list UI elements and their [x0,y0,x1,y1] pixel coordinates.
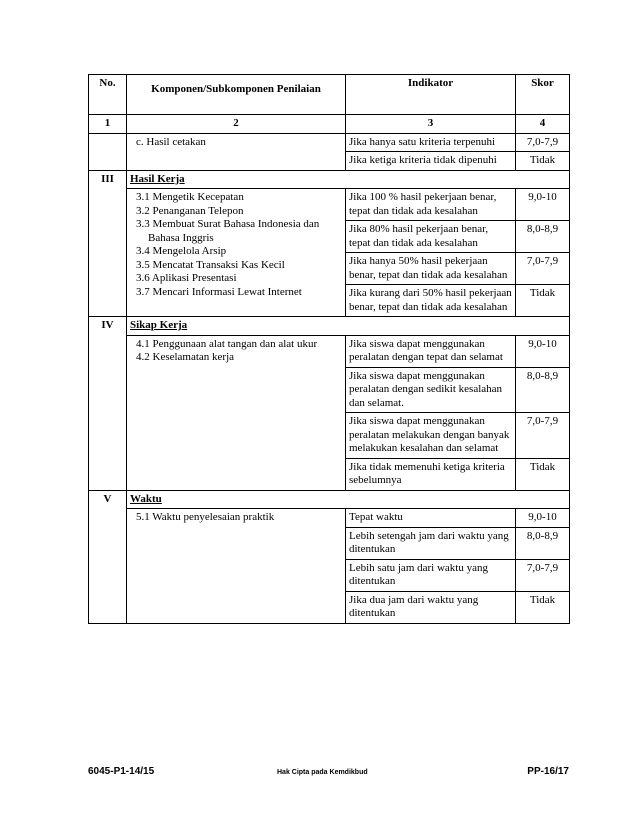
komponen-cell [127,189,346,317]
komponen-item: 3.1 Mengetik Kecepatan [136,191,244,203]
skor-cell: 7,0-7,9 [516,133,570,152]
indikator-cell: Jika ketiga kriteria tidak dipenuhi [346,152,516,171]
komponen-item: 3.6 Aplikasi Presentasi [136,272,237,284]
section-title: Waktu [127,490,570,509]
header-row [89,75,570,115]
komponen-item: 3.5 Mencatat Transaksi Kas Kecil [136,258,285,271]
indikator-cell: Jika kurang dari 50% hasil pekerjaan benar, tepat dan tidak ada kesalahan [346,285,516,317]
table-row [89,509,570,528]
komponen-item: 4.2 Keselamatan kerja [136,351,235,363]
skor-cell: 7,0-7,9 [516,559,570,591]
komponen-item: 3.3 Membuat Surat Bahasa Indonesia dan Bahasa Inggris [136,218,320,244]
skor-cell: 7,0-7,9 [516,253,570,285]
section-title: Hasil Kerja [127,170,570,189]
komponen-item: 3.2 Penanganan Telepon [136,204,244,217]
header-skor: Skor [516,75,570,115]
header-komponen: Komponen/Subkomponen Penilaian [127,75,346,115]
skor-cell: 7,0-7,9 [516,413,570,459]
indikator-cell: Jika 100 % hasil pekerjaan benar, tepat dan tidak ada kesalahan [346,189,516,221]
section-title-row [89,317,570,336]
table-row [89,189,570,221]
header-indikator: Indikator [346,75,516,115]
section-title-row [89,490,570,509]
indikator-cell: Jika hanya 50% hasil pekerjaan benar, tepat dan tidak ada kesalahan [346,253,516,285]
komponen-cell [127,133,346,170]
skor-cell: 8,0-8,9 [516,367,570,413]
komponen-item: c. Hasil cetakan [136,135,206,148]
section-title: Sikap Kerja [127,317,570,336]
komponen-item: 5.1 Waktu penyelesaian praktik [136,511,275,523]
skor-cell: Tidak [516,591,570,623]
skor-cell: Tidak [516,458,570,490]
colnum-2: 2 [127,115,346,134]
indikator-cell: Jika tidak memenuhi ketiga kriteria sebelumnya [346,458,516,490]
skor-cell: 9,0-10 [516,509,570,528]
column-number-row [89,115,570,134]
colnum-3: 3 [346,115,516,134]
footer-page-number: PP-16/17 [527,766,569,777]
indikator-cell: Jika siswa dapat menggunakan peralatan dengan tepat dan selamat [346,335,516,367]
komponen-item: 3.4 Mengelola Arsip [136,245,227,257]
indikator-cell: Lebih setengah jam dari waktu yang ditentukan [346,527,516,559]
skor-cell: 9,0-10 [516,189,570,221]
section-number: V [89,490,127,623]
komponen-cell [127,509,346,624]
indikator-cell: Jika siswa dapat menggunakan peralatan dengan sedikit kesalahan dan selamat. [346,367,516,413]
section-title-row [89,170,570,189]
section-number: III [89,170,127,317]
skor-cell: Tidak [516,152,570,171]
colnum-1: 1 [89,115,127,134]
table-row [89,335,570,367]
indikator-cell: Jika 80% hasil pekerjaan benar, tepat dan tidak ada kesalahan [346,221,516,253]
no-cell [89,133,127,170]
assessment-table [88,74,570,624]
indikator-cell: Jika dua jam dari waktu yang ditentukan [346,591,516,623]
komponen-item: 4.1 Penggunaan alat tangan dan alat ukur [136,337,318,350]
footer-code: 6045-P1-14/15 [88,766,155,777]
komponen-cell [127,335,346,490]
komponen-item: 3.7 Mencari Informasi Lewat Internet [136,285,302,298]
table-row [89,133,570,152]
colnum-4: 4 [516,115,570,134]
indikator-cell: Jika siswa dapat menggunakan peralatan melakukan dengan banyak melakukan kesalahan dan selamat [346,413,516,459]
skor-cell: 9,0-10 [516,335,570,367]
skor-cell: 8,0-8,9 [516,527,570,559]
indikator-cell: Lebih satu jam dari waktu yang ditentukan [346,559,516,591]
skor-cell: 8,0-8,9 [516,221,570,253]
footer-copyright: Hak Cipta pada Kemdikbud [277,769,368,776]
section-number: IV [89,317,127,491]
skor-cell: Tidak [516,285,570,317]
indikator-cell: Jika hanya satu kriteria terpenuhi [346,133,516,152]
header-no: No. [89,75,127,115]
indikator-cell: Tepat waktu [346,509,516,528]
